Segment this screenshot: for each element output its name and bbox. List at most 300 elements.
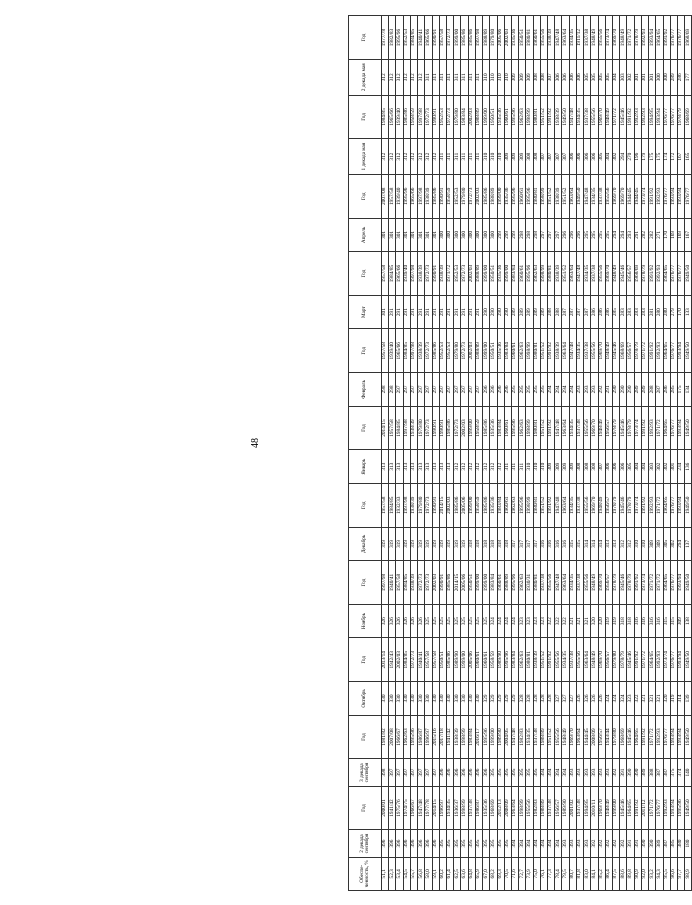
table-cell: 1973/74 bbox=[634, 406, 641, 450]
table-cell: 1952/53 bbox=[439, 95, 446, 139]
table-cell: 1979/80 bbox=[490, 16, 497, 60]
table-cell: 55,7 bbox=[410, 857, 417, 890]
table-cell: 63,6 bbox=[461, 857, 468, 890]
table-cell: 293 bbox=[584, 373, 591, 406]
table-cell: 1963/64 bbox=[562, 483, 569, 527]
table-cell: 1948/49 bbox=[605, 329, 612, 373]
table-cell: 311 bbox=[468, 139, 475, 175]
table-cell: 311 bbox=[439, 139, 446, 175]
table-cell: 296 bbox=[569, 218, 576, 251]
table-cell: 1999/00 bbox=[490, 715, 497, 759]
table-cell: 1988/89 bbox=[540, 786, 547, 830]
table-cell: 170 bbox=[663, 218, 670, 251]
table-cell: 327 bbox=[569, 682, 576, 715]
table-cell: 1999/00 bbox=[504, 252, 511, 296]
table-cell: 293 bbox=[627, 218, 634, 251]
table-cell: 304 bbox=[634, 450, 641, 483]
table-cell: 1964/65 bbox=[627, 786, 634, 830]
table-cell: 1951/52 bbox=[540, 95, 547, 139]
table-cell: 2005/06 bbox=[497, 16, 504, 60]
table-cell: 1968/69 bbox=[490, 786, 497, 830]
table-cell: 385 bbox=[670, 830, 677, 857]
table-cell: 297 bbox=[418, 373, 425, 406]
table-cell: 320 bbox=[598, 604, 605, 637]
table-cell: 1955/56 bbox=[591, 329, 598, 373]
table-cell: 1934/35 bbox=[591, 174, 598, 218]
table-cell: 1997/98 bbox=[403, 483, 410, 527]
table-cell: 312 bbox=[490, 450, 497, 483]
table-row bbox=[576, 16, 583, 891]
table-cell: 2002/03 bbox=[396, 638, 403, 682]
table-cell: 1983/84 bbox=[461, 95, 468, 139]
table-cell: 324 bbox=[497, 604, 504, 637]
table-cell: 288 bbox=[649, 373, 656, 406]
table-cell: 1969/70 bbox=[591, 406, 598, 450]
table-cell: 1991/92 bbox=[634, 638, 641, 682]
table-cell: 1965/66 bbox=[396, 329, 403, 373]
table-cell: 280 bbox=[656, 295, 663, 328]
table-cell: 290 bbox=[490, 295, 497, 328]
table-cell: 396 bbox=[396, 830, 403, 857]
table-cell: 1969/70 bbox=[613, 174, 620, 218]
table-cell: 313 bbox=[439, 450, 446, 483]
table-cell: 319 bbox=[403, 527, 410, 560]
table-cell: 396 bbox=[483, 759, 490, 786]
table-cell: 313 bbox=[382, 450, 389, 483]
table-cell: 1938/39 bbox=[555, 174, 562, 218]
table-cell: 1972/73 bbox=[418, 561, 425, 605]
table-cell: 1981/82 bbox=[382, 715, 389, 759]
table-cell: 309 bbox=[649, 527, 656, 560]
table-row bbox=[569, 16, 576, 891]
table-cell: 1947/48 bbox=[569, 329, 576, 373]
table-cell: 180 bbox=[685, 830, 692, 857]
table-cell: 1993/94 bbox=[677, 483, 684, 527]
table-cell: 394 bbox=[511, 830, 518, 857]
table-cell: 1992/93 bbox=[634, 95, 641, 139]
table-cell: 1944/45 bbox=[634, 174, 641, 218]
table-cell: 329 bbox=[511, 682, 518, 715]
table-cell: 1934/35 bbox=[576, 329, 583, 373]
table-cell: 316 bbox=[555, 527, 562, 560]
table-row bbox=[540, 16, 547, 891]
table-cell: 1980/81 bbox=[526, 16, 533, 60]
table-cell: 1948/49 bbox=[605, 95, 612, 139]
table-cell: 172 bbox=[670, 139, 677, 175]
table-cell: 1980/81 bbox=[526, 638, 533, 682]
table-cell: 1950/51 bbox=[490, 329, 497, 373]
table-cell: 1985/86 bbox=[432, 329, 439, 373]
table-cell: 1948/49 bbox=[598, 406, 605, 450]
table-row bbox=[403, 16, 410, 891]
table-cell: 1937/38 bbox=[584, 95, 591, 139]
table-cell: 301 bbox=[641, 60, 648, 96]
table-cell: 310 bbox=[490, 60, 497, 96]
table-cell: 1973/74 bbox=[605, 16, 612, 60]
table-cell: 1992/93 bbox=[663, 786, 670, 830]
table-cell: 316 bbox=[641, 604, 648, 637]
table-cell: 1945/46 bbox=[613, 329, 620, 373]
table-cell: 1978/79 bbox=[627, 561, 634, 605]
table-cell: 2010/11 bbox=[591, 786, 598, 830]
table-cell: 2002/03 bbox=[446, 483, 453, 527]
column-header: Год bbox=[349, 16, 382, 60]
table-cell: 1993/94 bbox=[677, 406, 684, 450]
table-cell: 1948/49 bbox=[613, 252, 620, 296]
table-cell: 326 bbox=[584, 682, 591, 715]
table-cell: 2014/15 bbox=[432, 786, 439, 830]
table-cell: 302 bbox=[670, 527, 677, 560]
table-cell: 1958/59 bbox=[446, 174, 453, 218]
table-cell: 307 bbox=[548, 60, 555, 96]
table-cell: 1971/72 bbox=[649, 715, 656, 759]
table-cell: 318 bbox=[620, 604, 627, 637]
table-cell: 324 bbox=[605, 682, 612, 715]
table-cell: 1945/46 bbox=[620, 483, 627, 527]
table-cell: 1972/73 bbox=[410, 638, 417, 682]
table-cell: 290 bbox=[497, 295, 504, 328]
table-cell: 306 bbox=[620, 450, 627, 483]
table-cell: 1991/92 bbox=[548, 95, 555, 139]
table-cell: 323 bbox=[526, 604, 533, 637]
table-cell: 313 bbox=[605, 527, 612, 560]
table-cell: 313 bbox=[403, 450, 410, 483]
table-cell: 1962/63 bbox=[519, 406, 526, 450]
table-cell: 1996/97 bbox=[439, 786, 446, 830]
table-cell: 1995/96 bbox=[403, 174, 410, 218]
table-cell: 311 bbox=[511, 450, 518, 483]
table-cell: 312 bbox=[425, 139, 432, 175]
table-cell: 396 bbox=[418, 830, 425, 857]
table-cell: 87,5 bbox=[613, 857, 620, 890]
table-cell: 289 bbox=[634, 373, 641, 406]
table-cell: 1985/86 bbox=[446, 638, 453, 682]
table-cell: 307 bbox=[555, 139, 562, 175]
table-cell: 319 bbox=[446, 527, 453, 560]
table-cell: 1972/73 bbox=[446, 95, 453, 139]
table-cell: 1962/63 bbox=[511, 483, 518, 527]
table-cell: 311 bbox=[446, 139, 453, 175]
table-cell: 1992/93 bbox=[656, 252, 663, 296]
table-cell: 308 bbox=[533, 60, 540, 96]
table-cell: 301 bbox=[425, 218, 432, 251]
table-cell: 1993/94 bbox=[656, 95, 663, 139]
table-cell: 1949/50 bbox=[685, 715, 692, 759]
table-cell: 2002/03 bbox=[468, 95, 475, 139]
table-cell: 330 bbox=[461, 682, 468, 715]
table-cell: 1958/59 bbox=[475, 483, 482, 527]
table-cell: 393 bbox=[576, 759, 583, 786]
table-cell: 396 bbox=[454, 759, 461, 786]
table-cell: 1937/38 bbox=[540, 561, 547, 605]
table-cell: 316 bbox=[649, 604, 656, 637]
table-cell: 60,2 bbox=[439, 857, 446, 890]
table-row bbox=[425, 16, 432, 891]
table-cell: 1976/77 bbox=[663, 95, 670, 139]
table-cell: 1995/96 bbox=[677, 786, 684, 830]
table-cell: 397 bbox=[418, 759, 425, 786]
table-cell: 311 bbox=[461, 60, 468, 96]
table-cell: 2002/03 bbox=[461, 406, 468, 450]
table-cell: 308 bbox=[526, 139, 533, 175]
table-cell: 302 bbox=[613, 139, 620, 175]
table-cell: 324 bbox=[504, 604, 511, 637]
table-cell: 1949/50 bbox=[685, 406, 692, 450]
table-cell: 1978/79 bbox=[613, 561, 620, 605]
table-cell: 1934/35 bbox=[569, 406, 576, 450]
table-cell: 312 bbox=[389, 60, 396, 96]
table-cell: 1995/96 bbox=[526, 174, 533, 218]
table-cell: 1989/90 bbox=[497, 638, 504, 682]
table-cell: 1938/39 bbox=[555, 329, 562, 373]
table-cell: 312 bbox=[382, 139, 389, 175]
table-cell: 1956/57 bbox=[598, 715, 605, 759]
table-cell: 134 bbox=[685, 373, 692, 406]
table-cell: 1992/93 bbox=[649, 483, 656, 527]
table-cell: 1982/83 bbox=[389, 16, 396, 60]
table-cell: 1971/72 bbox=[656, 561, 663, 605]
table-row bbox=[656, 16, 663, 891]
table-cell: 1991/92 bbox=[641, 483, 648, 527]
table-cell: 307 bbox=[598, 450, 605, 483]
table-cell: 1934/35 bbox=[446, 786, 453, 830]
table-cell: 1969/70 bbox=[569, 715, 576, 759]
table-cell: 67,0 bbox=[483, 857, 490, 890]
table-cell: 1979/80 bbox=[418, 406, 425, 450]
table-cell: 68,2 bbox=[490, 857, 497, 890]
table-cell: 296 bbox=[483, 373, 490, 406]
table-cell: 1971/72 bbox=[641, 329, 648, 373]
table-cell: 1979/80 bbox=[613, 715, 620, 759]
table-cell: 330 bbox=[425, 682, 432, 715]
table-cell: 308 bbox=[533, 139, 540, 175]
table-cell: 140 bbox=[685, 759, 692, 786]
table-cell: 1957/58 bbox=[439, 16, 446, 60]
table-cell: 294 bbox=[613, 218, 620, 251]
table-cell: 296 bbox=[562, 218, 569, 251]
table-cell: 2004/05 bbox=[504, 715, 511, 759]
table-cell: 309 bbox=[519, 60, 526, 96]
table-cell: 325 bbox=[432, 604, 439, 637]
table-cell: 309 bbox=[511, 60, 518, 96]
table-cell: 311 bbox=[504, 450, 511, 483]
table-cell: 390 bbox=[649, 830, 656, 857]
table-cell: 1971/72 bbox=[613, 95, 620, 139]
table-cell: 1980/81 bbox=[533, 483, 540, 527]
table-cell: 1984/85 bbox=[382, 95, 389, 139]
table-cell: 1978/79 bbox=[677, 95, 684, 139]
table-cell: 1955/56 bbox=[584, 406, 591, 450]
table-cell: 1976/77 bbox=[656, 786, 663, 830]
table-cell: 1971/72 bbox=[641, 638, 648, 682]
table-cell: 1993/94 bbox=[677, 174, 684, 218]
table-cell: 394 bbox=[540, 830, 547, 857]
column-header: Год bbox=[349, 638, 382, 682]
table-cell: 1965/66 bbox=[389, 95, 396, 139]
table-cell: 1960/61 bbox=[475, 638, 482, 682]
table-cell: 301 bbox=[382, 295, 389, 328]
table-cell: 174 bbox=[663, 139, 670, 175]
table-cell: 1965/66 bbox=[410, 174, 417, 218]
table-cell: 1976/77 bbox=[670, 483, 677, 527]
table-cell: 1995/96 bbox=[511, 174, 518, 218]
table-cell: 1938/39 bbox=[418, 252, 425, 296]
table-cell: 300 bbox=[475, 218, 482, 251]
table-cell: 1938/39 bbox=[410, 483, 417, 527]
table-cell: 1983/84 bbox=[497, 406, 504, 450]
table-cell: 1969/70 bbox=[605, 252, 612, 296]
table-cell: 395 bbox=[439, 830, 446, 857]
table-cell: 1984/85 bbox=[389, 252, 396, 296]
table-cell: 396 bbox=[439, 759, 446, 786]
table-cell: 80,7 bbox=[569, 857, 576, 890]
table-cell: 295 bbox=[540, 373, 547, 406]
table-cell: 97,7 bbox=[677, 857, 684, 890]
table-cell: 1984/85 bbox=[410, 16, 417, 60]
table-cell: 319 bbox=[410, 527, 417, 560]
table-cell: 137 bbox=[685, 527, 692, 560]
table-cell: 1939/40 bbox=[396, 174, 403, 218]
table-cell: 79,5 bbox=[562, 857, 569, 890]
table-cell: 287 bbox=[584, 295, 591, 328]
table-cell: 316 bbox=[548, 527, 555, 560]
table-cell: 286 bbox=[677, 60, 684, 96]
table-header-row bbox=[349, 16, 382, 891]
table-cell: 298 bbox=[519, 218, 526, 251]
table-cell: 69,3 bbox=[497, 857, 504, 890]
table-cell: 1934/35 bbox=[569, 561, 576, 605]
table-cell: 303 bbox=[649, 450, 656, 483]
table-cell: 1992/93 bbox=[656, 174, 663, 218]
table-cell: 283 bbox=[620, 295, 627, 328]
table-cell: 323 bbox=[519, 604, 526, 637]
table-cell: 1973/74 bbox=[641, 561, 648, 605]
table-cell: 1947/48 bbox=[511, 715, 518, 759]
table-cell: 297 bbox=[548, 218, 555, 251]
table-row bbox=[418, 16, 425, 891]
table-cell: 396 bbox=[446, 759, 453, 786]
table-cell: 291 bbox=[389, 295, 396, 328]
table-cell: 1991/92 bbox=[649, 174, 656, 218]
table-cell: 1930/31 bbox=[526, 561, 533, 605]
table-cell: 297 bbox=[396, 373, 403, 406]
table-cell: 1968/69 bbox=[634, 252, 641, 296]
column-header: Год bbox=[349, 329, 382, 373]
table-cell: 1960/61 bbox=[504, 483, 511, 527]
table-cell: 320 bbox=[663, 682, 670, 715]
table-cell: 316 bbox=[656, 604, 663, 637]
table-cell: 394 bbox=[548, 759, 555, 786]
table-cell: 1990/91 bbox=[439, 561, 446, 605]
table-cell: 296 bbox=[504, 373, 511, 406]
table-cell: 73,9 bbox=[526, 857, 533, 890]
table-cell: 1963/64 bbox=[562, 406, 569, 450]
table-cell: 1940/41 bbox=[418, 16, 425, 60]
table-cell: 328 bbox=[540, 682, 547, 715]
table-cell: 1973/74 bbox=[663, 638, 670, 682]
table-cell: 309 bbox=[656, 527, 663, 560]
table-cell: 290 bbox=[613, 373, 620, 406]
table-cell: 1997/98 bbox=[475, 16, 482, 60]
table-cell: 1991/92 bbox=[548, 329, 555, 373]
table-cell: 394 bbox=[540, 759, 547, 786]
table-cell: 1956/57 bbox=[605, 638, 612, 682]
table-cell: 1934/35 bbox=[562, 638, 569, 682]
table-cell: 309 bbox=[569, 450, 576, 483]
table-cell: 1937/38 bbox=[591, 252, 598, 296]
table-cell: 321 bbox=[656, 682, 663, 715]
table-cell: 301 bbox=[410, 218, 417, 251]
table-cell: 92,0 bbox=[641, 857, 648, 890]
table-row bbox=[511, 16, 518, 891]
table-cell: 1991/92 bbox=[548, 638, 555, 682]
table-cell: 301 bbox=[389, 218, 396, 251]
table-cell: 1950/51 bbox=[490, 95, 497, 139]
table-cell: 1939/40 bbox=[389, 329, 396, 373]
column-header: Год bbox=[349, 252, 382, 296]
table-cell: 1949/50 bbox=[685, 252, 692, 296]
table-cell: 394 bbox=[555, 830, 562, 857]
table-cell: 316 bbox=[562, 527, 569, 560]
table-cell: 1947/48 bbox=[584, 174, 591, 218]
table-cell: 1956/57 bbox=[627, 329, 634, 373]
table-cell: 71,6 bbox=[511, 857, 518, 890]
table-cell: 313 bbox=[396, 450, 403, 483]
table-cell: 305 bbox=[591, 60, 598, 96]
table-cell: 283 bbox=[634, 295, 641, 328]
table-cell: 393 bbox=[569, 759, 576, 786]
table-cell: 1945/46 bbox=[620, 406, 627, 450]
table-cell: 1997/98 bbox=[418, 174, 425, 218]
table-cell: 1991/92 bbox=[649, 329, 656, 373]
table-cell: 2000/01 bbox=[382, 786, 389, 830]
table-cell: 2002/03 bbox=[468, 329, 475, 373]
table-cell: 309 bbox=[504, 139, 511, 175]
table-cell: 330 bbox=[410, 682, 417, 715]
table-cell: 76,1 bbox=[540, 857, 547, 890]
table-cell: 395 bbox=[490, 830, 497, 857]
table-cell: 297 bbox=[432, 373, 439, 406]
probability-table bbox=[348, 15, 692, 891]
table-cell: 1938/39 bbox=[418, 329, 425, 373]
table-cell: 312 bbox=[410, 60, 417, 96]
table-cell: 310 bbox=[540, 450, 547, 483]
table-cell: 2005/06 bbox=[461, 483, 468, 527]
column-header: Год bbox=[349, 561, 382, 605]
table-cell: 1999/00 bbox=[475, 561, 482, 605]
table-cell: 1952/53 bbox=[446, 329, 453, 373]
table-cell: 310 bbox=[497, 60, 504, 96]
table-cell: 396 bbox=[461, 759, 468, 786]
table-cell: 1945/46 bbox=[620, 252, 627, 296]
table-cell: 297 bbox=[454, 373, 461, 406]
table-row bbox=[533, 16, 540, 891]
table-cell: 282 bbox=[641, 218, 648, 251]
table-cell: 1978/79 bbox=[634, 329, 641, 373]
table-cell: 294 bbox=[555, 373, 562, 406]
table-cell: 1999/00 bbox=[483, 95, 490, 139]
table-cell: 1983/84 bbox=[511, 252, 518, 296]
table-cell: 1947/48 bbox=[418, 786, 425, 830]
table-cell: 317 bbox=[533, 527, 540, 560]
table-cell: 395 bbox=[497, 830, 504, 857]
table-cell: 395 bbox=[497, 759, 504, 786]
table-cell: 311 bbox=[439, 60, 446, 96]
table-cell: 301 bbox=[382, 218, 389, 251]
table-cell: 325 bbox=[446, 604, 453, 637]
table-cell: 1962/63 bbox=[519, 561, 526, 605]
table-cell: 297 bbox=[425, 373, 432, 406]
